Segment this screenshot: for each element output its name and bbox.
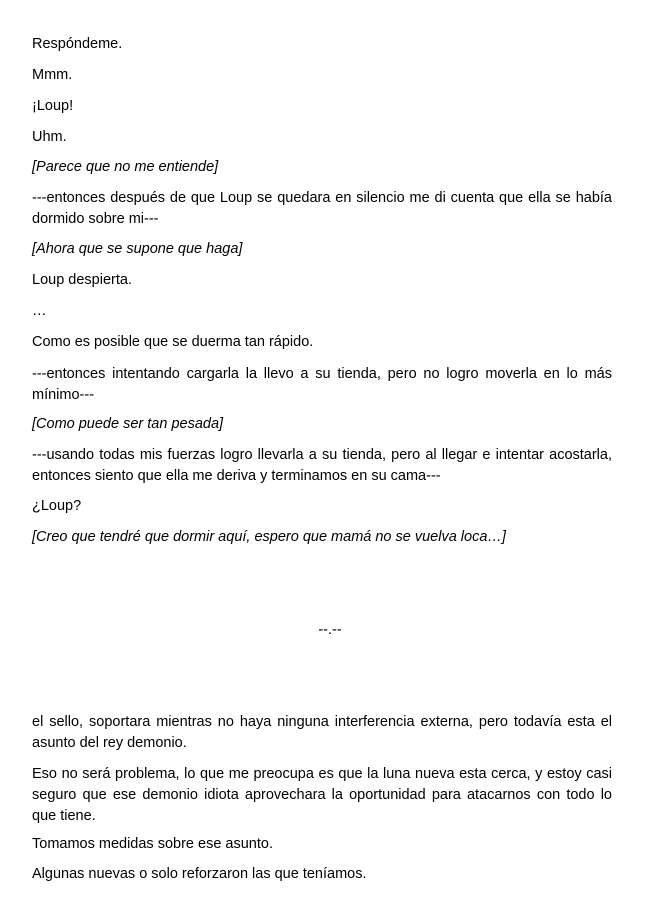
paragraph: ¡Loup! xyxy=(32,98,74,114)
paragraph: el sello, soportara mientras no haya ninguna interferencia externa, pero todavía esta el asunto del rey demonio. xyxy=(32,714,612,751)
scene-separator: --.-- xyxy=(318,622,342,638)
paragraph: ---entonces después de que Loup se quedara en silencio me di cuenta que ella se había dormido sobre mi--- xyxy=(32,190,612,227)
paragraph: ---entonces intentando cargarla la llevo a su tienda, pero no logro moverla en lo más mínimo--- xyxy=(32,366,612,403)
thought-paragraph: [Parece que no me entiende] xyxy=(32,159,219,175)
paragraph: Como es posible que se duerma tan rápido. xyxy=(32,334,314,350)
thought-paragraph: [Como puede ser tan pesada] xyxy=(32,416,224,432)
paragraph: Mmm. xyxy=(32,67,73,83)
paragraph: ---usando todas mis fuerzas logro llevarla a su tienda, pero al llegar e intentar acostarla, entonces siento que ella me deriva y terminamos en su cama--- xyxy=(32,447,612,484)
paragraph: … xyxy=(32,303,47,319)
thought-paragraph: [Creo que tendré que dormir aquí, espero que mamá no se vuelva loca…] xyxy=(32,529,506,545)
thought-paragraph: [Ahora que se supone que haga] xyxy=(32,241,243,257)
paragraph: Uhm. xyxy=(32,129,67,145)
paragraph: Eso no será problema, lo que me preocupa es que la luna nueva esta cerca, y estoy casi seguro que ese demonio idiota aprovechara la oportunidad para atacarnos con todo lo que tiene. xyxy=(32,766,612,824)
paragraph: ¿Loup? xyxy=(32,498,82,514)
paragraph: Algunas nuevas o solo reforzaron las que teníamos. xyxy=(32,866,367,882)
paragraph: Tomamos medidas sobre ese asunto. xyxy=(32,836,273,852)
paragraph: Loup despierta. xyxy=(32,272,132,288)
paragraph: Respóndeme. xyxy=(32,36,123,52)
